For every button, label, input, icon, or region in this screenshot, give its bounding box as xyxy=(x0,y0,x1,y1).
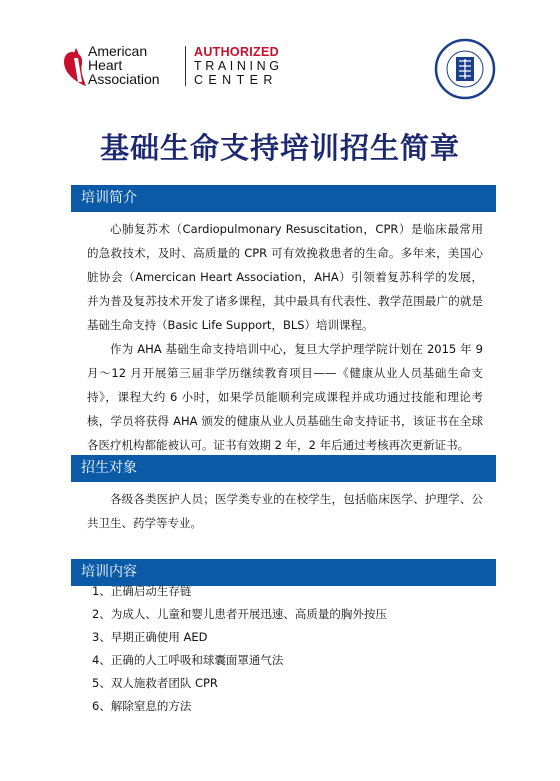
list-item: 5、双人施救者团队 CPR xyxy=(92,676,218,690)
list-item: 2、为成人、儿童和婴儿患者开展迅速、高质量的胸外按压 xyxy=(92,607,387,621)
authorized-training-center-mark xyxy=(194,45,283,87)
intro-paragraph-1: 心肺复苏术（Cardiopulmonary Resuscitation，CPR）是临床最常用的急救技术，及时、高质量的 CPR 可有效挽救患者的生命。多年来，美国心脏协会（Amercican Heart Association，AHA）引领着复苏科学的发展，并为普及复苏技术开发了诸多课程，其中最具有代表性、教学范围最广的就是基础生命支持（Basic Life Support，BLS）培训课程。 xyxy=(87,222,483,332)
content-list xyxy=(92,580,387,718)
atc-line3: CENTER xyxy=(194,73,278,87)
target-body xyxy=(87,487,483,535)
aha-wordmark xyxy=(88,44,160,86)
intro-paragraph-2: 作为 AHA 基础生命支持培训中心，复旦大学护理学院计划在 2015 年 9 月～12 月开展第三届非学历继续教育项目——《健康从业人员基础生命支持》，课程大约 6 小时，如果学员能顺利完成课程并成功通过技能和理论考核，学员将获得 AHA 颁发的健康从业人员基础生命支持证书，该证书在全球各医疗机构都能被认可。证书有效期 2 年，2 年后通过考核再次更新证书。 xyxy=(87,342,483,452)
header-divider xyxy=(185,46,186,86)
intro-body xyxy=(87,217,483,457)
target-paragraph-1: 各级各类医护人员；医学类专业的在校学生，包括临床医学、护理学、公共卫生、药学等专业。 xyxy=(87,492,483,530)
list-item: 6、解除窒息的方法 xyxy=(92,699,192,713)
list-item: 3、早期正确使用 AED xyxy=(92,630,208,644)
fudan-nursing-school-seal-icon xyxy=(434,38,496,100)
list-item: 1、正确启动生存链 xyxy=(92,584,192,598)
page-title: 基础生命支持培训招生简章 xyxy=(99,131,460,165)
aha-wordmark-line2: Heart xyxy=(88,57,123,73)
atc-line1: AUTHORIZED xyxy=(194,45,279,59)
aha-wordmark-line3: Association xyxy=(88,71,160,87)
section-heading-intro: 培训简介 xyxy=(71,185,496,212)
section-heading-target: 招生对象 xyxy=(71,455,496,482)
aha-wordmark-line1: American xyxy=(88,43,148,59)
list-item: 4、正确的人工呼吸和球囊面罩通气法 xyxy=(92,653,284,667)
section-heading-content: 培训内容 xyxy=(71,559,496,586)
atc-line2: TRAINING xyxy=(194,59,283,73)
